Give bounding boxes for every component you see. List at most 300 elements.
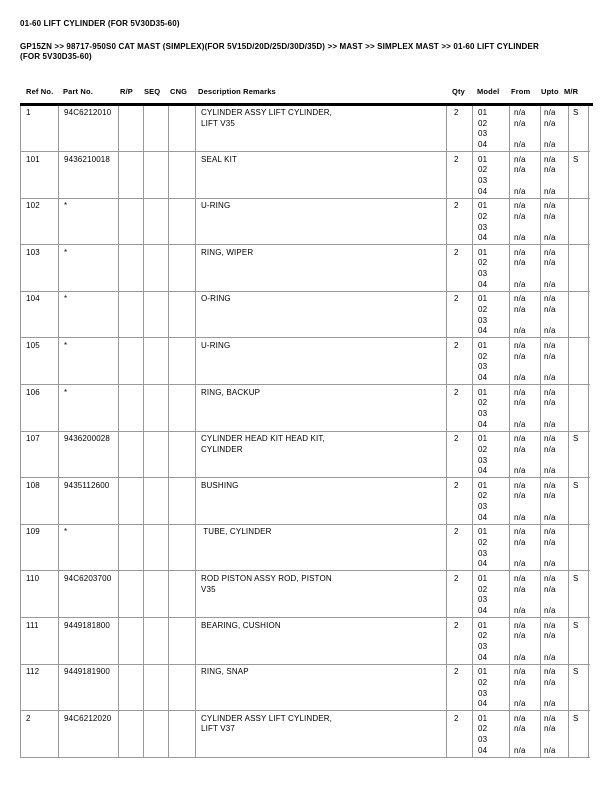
- cell-line: 02: [478, 258, 488, 268]
- description-cell: [196, 106, 447, 152]
- column-header-seq: SEQ: [144, 87, 161, 96]
- cng-cell: [169, 292, 196, 338]
- ref-no-cell: 101: [21, 152, 59, 198]
- cell-line: 04: [478, 326, 488, 336]
- mr-cell: S: [569, 152, 589, 198]
- model-cell: [473, 571, 510, 617]
- description-cell: [196, 152, 447, 198]
- column-header-upto: Upto: [541, 87, 559, 96]
- cell-line: n/a: [514, 584, 526, 594]
- column-header-from: From: [511, 87, 531, 96]
- ref-no-cell: 2: [21, 711, 59, 757]
- cell-line: n/a: [544, 233, 556, 243]
- mr-cell: S: [569, 711, 589, 757]
- mr-cell: [569, 199, 589, 245]
- cell-line: 02: [478, 305, 488, 315]
- table-column-headers: [20, 86, 584, 98]
- part-no-cell: *: [59, 385, 119, 431]
- qty-cell: 2: [447, 571, 473, 617]
- upto-cell: [541, 245, 569, 291]
- table-row: [21, 385, 590, 432]
- cell-line: n/a: [544, 108, 556, 117]
- cell-line: n/a: [514, 677, 526, 687]
- breadcrumb-line-1: GP15ZN >> 98717-950S0 CAT MAST (SIMPLEX)(FOR 5V15D/20D/25D/30D/35D) >> MAST >> SIMPLEX MAST >> 01-60 LIFT CYLINDER: [20, 42, 539, 51]
- cell-line: n/a: [514, 294, 526, 304]
- cell-line: n/a: [544, 512, 556, 522]
- cell-line: V35: [201, 584, 216, 594]
- cell-line: SEAL KIT: [201, 154, 238, 164]
- upto-cell: [541, 525, 569, 571]
- cell-line: 01: [478, 527, 488, 537]
- cell-line: n/a: [544, 387, 556, 397]
- cell-line: [514, 549, 540, 560]
- mr-cell: [569, 245, 589, 291]
- cell-line: 03: [478, 176, 488, 185]
- cell-line: n/a: [514, 279, 526, 289]
- description-cell: [196, 525, 447, 571]
- cell-line: n/a: [514, 559, 526, 569]
- mr-cell: S: [569, 571, 589, 617]
- upto-cell: [541, 199, 569, 245]
- cell-line: 03: [478, 269, 488, 279]
- seq-cell: [144, 432, 169, 478]
- cell-line: 02: [478, 165, 488, 175]
- cell-line: n/a: [514, 434, 526, 444]
- cell-line: n/a: [544, 247, 556, 257]
- parts-table-body: [21, 106, 590, 758]
- cell-line: U-RING: [201, 201, 231, 211]
- from-cell: [510, 385, 541, 431]
- cell-line: [514, 502, 540, 513]
- cell-line: 03: [478, 641, 488, 651]
- cell-line: n/a: [544, 466, 556, 476]
- cell-line: 03: [478, 502, 488, 512]
- cell-line: 04: [478, 559, 488, 569]
- page-title: 01-60 LIFT CYLINDER (FOR 5V30D35-60): [20, 19, 180, 28]
- cng-cell: [169, 338, 196, 384]
- model-cell: [473, 152, 510, 198]
- cell-line: n/a: [514, 387, 526, 397]
- cell-line: n/a: [544, 724, 556, 734]
- cell-line: n/a: [514, 233, 526, 243]
- part-no-cell: 94C6203700: [59, 571, 119, 617]
- part-no-cell: 9436200028: [59, 432, 119, 478]
- seq-cell: [144, 711, 169, 757]
- cell-line: n/a: [544, 118, 556, 128]
- cell-line: n/a: [514, 351, 526, 361]
- cell-line: n/a: [544, 419, 556, 429]
- qty-cell: 2: [447, 525, 473, 571]
- upto-cell: [541, 478, 569, 524]
- cell-line: [544, 129, 568, 140]
- ref-no-cell: 105: [21, 338, 59, 384]
- seq-cell: [144, 292, 169, 338]
- from-cell: [510, 478, 541, 524]
- cng-cell: [169, 199, 196, 245]
- model-cell: [473, 338, 510, 384]
- breadcrumb-line-2: (FOR 5V30D35-60): [20, 52, 92, 61]
- cell-line: RING, BACKUP: [201, 387, 261, 397]
- table-row: [21, 106, 590, 153]
- upto-cell: [541, 385, 569, 431]
- cng-cell: [169, 106, 196, 152]
- cell-line: 04: [478, 699, 488, 709]
- cell-line: 01: [478, 108, 488, 117]
- cell-line: n/a: [514, 699, 526, 709]
- description-cell: [196, 711, 447, 757]
- cell-line: CYLINDER: [201, 444, 243, 454]
- cell-line: n/a: [514, 154, 526, 164]
- cell-line: 01: [478, 573, 488, 583]
- cell-line: [544, 269, 568, 280]
- column-header-model: Model: [477, 87, 500, 96]
- cell-line: n/a: [544, 559, 556, 569]
- cell-line: [514, 409, 540, 420]
- cell-line: [514, 362, 540, 373]
- qty-cell: 2: [447, 385, 473, 431]
- part-no-cell: 9449181800: [59, 618, 119, 664]
- seq-cell: [144, 199, 169, 245]
- table-row: [21, 432, 590, 479]
- cell-line: [544, 316, 568, 327]
- description-cell: [196, 478, 447, 524]
- cell-line: 04: [478, 186, 488, 196]
- cell-line: 04: [478, 419, 488, 429]
- cell-line: [514, 456, 540, 467]
- cell-line: n/a: [544, 573, 556, 583]
- cell-line: 02: [478, 118, 488, 128]
- cell-line: LIFT V37: [201, 724, 235, 734]
- cell-line: n/a: [514, 620, 526, 630]
- cell-line: n/a: [514, 201, 526, 211]
- cell-line: 04: [478, 512, 488, 522]
- part-no-cell: *: [59, 292, 119, 338]
- column-header-part-no: Part No.: [63, 87, 93, 96]
- cell-line: n/a: [544, 258, 556, 268]
- description-cell: [196, 665, 447, 711]
- cell-line: n/a: [514, 606, 526, 616]
- cell-line: [514, 269, 540, 280]
- from-cell: [510, 152, 541, 198]
- upto-cell: [541, 338, 569, 384]
- cell-line: [514, 595, 540, 606]
- column-header-mr: M/R: [564, 87, 579, 96]
- table-row: [21, 525, 590, 572]
- cell-line: [544, 689, 568, 700]
- qty-cell: 2: [447, 478, 473, 524]
- cell-line: 01: [478, 247, 488, 257]
- upto-cell: [541, 618, 569, 664]
- rp-cell: [119, 525, 144, 571]
- cell-line: n/a: [544, 305, 556, 315]
- cell-line: n/a: [544, 699, 556, 709]
- table-row: [21, 292, 590, 339]
- cell-line: O-RING: [201, 294, 231, 304]
- cell-line: 04: [478, 652, 488, 662]
- column-header-description-remarks: Description Remarks: [198, 87, 276, 96]
- cell-line: BUSHING: [201, 480, 239, 490]
- cell-line: n/a: [514, 373, 526, 383]
- seq-cell: [144, 665, 169, 711]
- cell-line: [544, 549, 568, 560]
- breadcrumb: [20, 42, 580, 62]
- cell-line: [544, 223, 568, 234]
- seq-cell: [144, 338, 169, 384]
- model-cell: [473, 478, 510, 524]
- cng-cell: [169, 245, 196, 291]
- cell-line: n/a: [544, 294, 556, 304]
- rp-cell: [119, 478, 144, 524]
- cell-line: n/a: [544, 340, 556, 350]
- qty-cell: 2: [447, 106, 473, 152]
- description-cell: [196, 385, 447, 431]
- rp-cell: [119, 338, 144, 384]
- part-no-cell: 94C6212010: [59, 106, 119, 152]
- cell-line: n/a: [514, 480, 526, 490]
- seq-cell: [144, 106, 169, 152]
- table-row: [21, 665, 590, 712]
- cng-cell: [169, 152, 196, 198]
- table-row: [21, 152, 590, 199]
- cng-cell: [169, 385, 196, 431]
- seq-cell: [144, 571, 169, 617]
- model-cell: [473, 106, 510, 152]
- cng-cell: [169, 618, 196, 664]
- cell-line: n/a: [514, 140, 526, 150]
- cell-line: n/a: [514, 258, 526, 268]
- rp-cell: [119, 432, 144, 478]
- cell-line: n/a: [544, 713, 556, 723]
- cell-line: 03: [478, 315, 488, 325]
- cng-cell: [169, 525, 196, 571]
- cell-line: n/a: [544, 667, 556, 677]
- from-cell: [510, 106, 541, 152]
- cell-line: LIFT V35: [201, 118, 235, 128]
- part-no-cell: 9436210018: [59, 152, 119, 198]
- cell-line: U-RING: [201, 340, 231, 350]
- cell-line: 01: [478, 201, 488, 211]
- column-header-ref-no: Ref No.: [26, 87, 54, 96]
- table-row: [21, 618, 590, 665]
- cell-line: [544, 176, 568, 187]
- cell-line: n/a: [544, 351, 556, 361]
- qty-cell: 2: [447, 199, 473, 245]
- column-header-rp: R/P: [120, 87, 133, 96]
- description-cell: [196, 245, 447, 291]
- from-cell: [510, 199, 541, 245]
- cell-line: 02: [478, 444, 488, 454]
- cell-line: 02: [478, 491, 488, 501]
- table-row: [21, 711, 590, 758]
- cell-line: n/a: [544, 606, 556, 616]
- seq-cell: [144, 525, 169, 571]
- cell-line: n/a: [514, 108, 526, 117]
- cell-line: [514, 735, 540, 746]
- cell-line: 03: [478, 222, 488, 232]
- cell-line: 03: [478, 408, 488, 418]
- cell-line: n/a: [514, 538, 526, 548]
- mr-cell: S: [569, 618, 589, 664]
- seq-cell: [144, 618, 169, 664]
- cell-line: n/a: [514, 573, 526, 583]
- from-cell: [510, 525, 541, 571]
- cell-line: n/a: [514, 713, 526, 723]
- cell-line: n/a: [514, 186, 526, 196]
- upto-cell: [541, 152, 569, 198]
- description-cell: [196, 618, 447, 664]
- cell-line: 02: [478, 211, 488, 221]
- cell-line: n/a: [514, 211, 526, 221]
- cell-line: 04: [478, 279, 488, 289]
- cell-line: n/a: [544, 444, 556, 454]
- mr-cell: S: [569, 478, 589, 524]
- qty-cell: 2: [447, 338, 473, 384]
- cell-line: 02: [478, 351, 488, 361]
- cell-line: n/a: [514, 444, 526, 454]
- cell-line: CYLINDER ASSY LIFT CYLINDER,: [201, 108, 333, 117]
- model-cell: [473, 385, 510, 431]
- cell-line: n/a: [544, 201, 556, 211]
- cell-line: n/a: [544, 279, 556, 289]
- cell-line: CYLINDER HEAD KIT HEAD KIT,: [201, 434, 325, 444]
- description-cell: [196, 571, 447, 617]
- cell-line: n/a: [514, 512, 526, 522]
- mr-cell: [569, 338, 589, 384]
- cell-line: n/a: [544, 527, 556, 537]
- from-cell: [510, 292, 541, 338]
- cell-line: TUBE, CYLINDER: [201, 527, 272, 537]
- ref-no-cell: 102: [21, 199, 59, 245]
- cell-line: CYLINDER ASSY LIFT CYLINDER,: [201, 713, 333, 723]
- ref-no-cell: 106: [21, 385, 59, 431]
- mr-cell: [569, 385, 589, 431]
- cell-line: 02: [478, 584, 488, 594]
- part-no-cell: *: [59, 245, 119, 291]
- cell-line: [544, 595, 568, 606]
- parts-table: [20, 106, 590, 758]
- qty-cell: 2: [447, 152, 473, 198]
- cell-line: 02: [478, 677, 488, 687]
- table-row: [21, 199, 590, 246]
- qty-cell: 2: [447, 245, 473, 291]
- cell-line: 04: [478, 140, 488, 150]
- seq-cell: [144, 245, 169, 291]
- cell-line: RING, SNAP: [201, 667, 249, 677]
- model-cell: [473, 432, 510, 478]
- ref-no-cell: 112: [21, 665, 59, 711]
- from-cell: [510, 571, 541, 617]
- ref-no-cell: 108: [21, 478, 59, 524]
- cell-line: 02: [478, 631, 488, 641]
- cell-line: 03: [478, 688, 488, 698]
- model-cell: [473, 525, 510, 571]
- cell-line: 01: [478, 667, 488, 677]
- cell-line: n/a: [514, 724, 526, 734]
- part-no-cell: *: [59, 199, 119, 245]
- cell-line: 01: [478, 387, 488, 397]
- cell-line: n/a: [514, 491, 526, 501]
- cng-cell: [169, 432, 196, 478]
- cell-line: 02: [478, 724, 488, 734]
- description-cell: [196, 199, 447, 245]
- cell-line: 03: [478, 455, 488, 465]
- cell-line: 04: [478, 606, 488, 616]
- seq-cell: [144, 152, 169, 198]
- rp-cell: [119, 711, 144, 757]
- qty-cell: 2: [447, 665, 473, 711]
- upto-cell: [541, 106, 569, 152]
- cell-line: RING, WIPER: [201, 247, 254, 257]
- cell-line: [544, 362, 568, 373]
- cell-line: 04: [478, 745, 488, 755]
- rp-cell: [119, 106, 144, 152]
- cell-line: 03: [478, 548, 488, 558]
- cell-line: n/a: [544, 491, 556, 501]
- cell-line: n/a: [544, 584, 556, 594]
- upto-cell: [541, 571, 569, 617]
- ref-no-cell: 111: [21, 618, 59, 664]
- cell-line: 01: [478, 294, 488, 304]
- from-cell: [510, 432, 541, 478]
- part-no-cell: 9435112600: [59, 478, 119, 524]
- from-cell: [510, 665, 541, 711]
- cell-line: n/a: [514, 118, 526, 128]
- cell-line: n/a: [514, 419, 526, 429]
- cell-line: [544, 409, 568, 420]
- cell-line: n/a: [544, 745, 556, 755]
- cng-cell: [169, 665, 196, 711]
- cell-line: n/a: [514, 165, 526, 175]
- from-cell: [510, 245, 541, 291]
- cell-line: [514, 176, 540, 187]
- cell-line: n/a: [544, 480, 556, 490]
- upto-cell: [541, 665, 569, 711]
- cell-line: ROD PISTON ASSY ROD, PISTON: [201, 573, 332, 583]
- part-no-cell: *: [59, 338, 119, 384]
- cell-line: n/a: [544, 165, 556, 175]
- description-cell: [196, 338, 447, 384]
- upto-cell: [541, 432, 569, 478]
- upto-cell: [541, 292, 569, 338]
- mr-cell: [569, 525, 589, 571]
- rp-cell: [119, 618, 144, 664]
- cell-line: 03: [478, 595, 488, 605]
- rp-cell: [119, 245, 144, 291]
- ref-no-cell: 110: [21, 571, 59, 617]
- cell-line: 04: [478, 233, 488, 243]
- cell-line: 03: [478, 735, 488, 745]
- mr-cell: S: [569, 665, 589, 711]
- column-header-qty: Qty: [452, 87, 465, 96]
- cell-line: n/a: [544, 326, 556, 336]
- cell-line: n/a: [544, 211, 556, 221]
- mr-cell: S: [569, 106, 589, 152]
- cell-line: n/a: [544, 538, 556, 548]
- rp-cell: [119, 571, 144, 617]
- cell-line: 03: [478, 129, 488, 139]
- upto-cell: [541, 711, 569, 757]
- cell-line: [544, 735, 568, 746]
- part-no-cell: *: [59, 525, 119, 571]
- cell-line: 02: [478, 538, 488, 548]
- part-no-cell: 9449181900: [59, 665, 119, 711]
- qty-cell: 2: [447, 711, 473, 757]
- cell-line: n/a: [514, 667, 526, 677]
- column-header-cng: CNG: [170, 87, 188, 96]
- cell-line: n/a: [514, 745, 526, 755]
- cell-line: BEARING, CUSHION: [201, 620, 281, 630]
- description-cell: [196, 292, 447, 338]
